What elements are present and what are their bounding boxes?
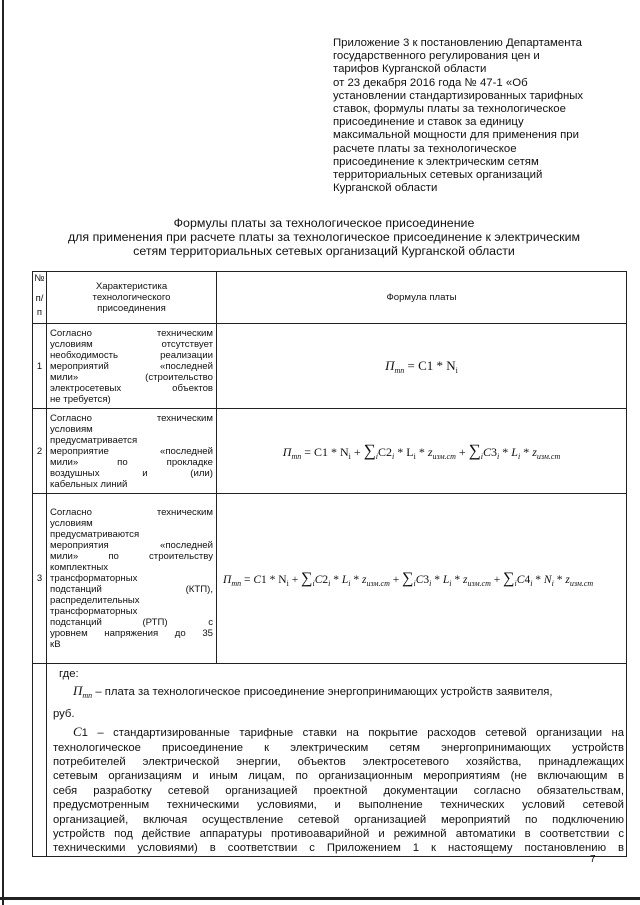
row-number: 1 (33, 324, 47, 409)
row-formula: $П_{тп} = С1 * N_i + \sum_iС2_i * L_i * z_{изм.ст} + \sum_iC3_i * L_i * z_{изм.ст}$ (217, 409, 627, 494)
table-row (33, 494, 627, 664)
title-line-3: сетям территориальных сетевых организаций Курганской области (133, 244, 515, 258)
header-line: от 23 декабря 2016 года № 47-1 «Об (333, 76, 528, 89)
header-formula-cell: Формула платы (217, 272, 627, 324)
table-row (33, 409, 627, 494)
page-number: 7 (590, 854, 596, 865)
header-line: тарифов Курганской области (333, 63, 487, 76)
definitions-cell (47, 664, 627, 857)
row-number: 3 (33, 494, 47, 664)
table-row (33, 324, 627, 409)
definitions-spacer (33, 664, 47, 857)
row-number: 2 (33, 409, 47, 494)
definitions-row (33, 664, 627, 857)
header-line: присоединение к электрическим сетям (333, 155, 539, 168)
def-c1: C1 – стандартизированные тарифные ставки на покрытие расходов сетевой организации на технологическое присоединение к электрическим сетям энергопринимающих устройств потребителей электрической энергии, объектов электросетевого хозяйства, принадлежащих сетевым организациям и иным лицам, по организационным мероприятиям (не включающим в себя разработку сетевой организацией проектной документации согласно обязательствам, предусмотренным техническими условиями, и выполнение технических условий сетевой организацией, включая осуществление сетевой организацией мероприятий по подключению устройств под действие аппаратуры противоаварийной и режимной автоматики в соответствии с техническими условиями) в соответствии с Приложением 1 к настоящему постановлению в (53, 724, 625, 855)
row-characteristic: Согласно техническим условиям предусматриваются мероприятия «последней мили» по строительству комплектных трансформаторных подстанций (КТП), распределительных трансформаторных подстанций (РТП) с уровнем напряжения до 35 кВ (47, 494, 217, 664)
header-line: максимальной мощности для применения при (333, 129, 579, 142)
header-line: расчете платы за технологическое (333, 142, 517, 155)
title-line-1: Формулы платы за технологическое присоединение (173, 216, 475, 230)
header-line: установлении стандартизированных тарифных (333, 89, 584, 102)
header-line: территориальных сетевых организаций (333, 169, 543, 182)
row-formula: $П_{тп} = С1 * N_i$ (217, 324, 627, 409)
def-tp-cont: руб. (53, 707, 75, 720)
header-number-cell: № п/ п (33, 272, 47, 324)
row-formula: $П_{тп} = C1 * N_i + \sum_iC2_i * L_i * z_{изм.ст} + \sum_iC3_i * L_i * z_{изм.ст} + \sum_iC4_i * N_i * z_{изм.ст}$ (217, 494, 627, 664)
where-label: где: (59, 668, 79, 680)
page-bottom-border (0, 897, 640, 900)
header-line: Курганской области (333, 182, 438, 195)
row-characteristic: Согласно техническим условиям отсутствует необходимость реализации мероприятий «последней мили» (строительство электросетевых объектов не требуется) (47, 324, 217, 409)
header-line: Приложение 3 к постановлению Департамента (333, 37, 582, 49)
appendix-header-note (333, 37, 605, 195)
header-line: ставок, формулы платы за технологическое (333, 103, 566, 116)
header-line: присоединение и ставок за единицу (333, 116, 524, 129)
header-line: государственного регулирования цен и (333, 50, 540, 63)
header-characteristic-cell: Характеристика технологического присоединения (47, 272, 217, 324)
page-left-border (2, 0, 4, 905)
document-title (34, 216, 614, 258)
formula-table (32, 271, 627, 857)
def-tp: $П_{тп}$ – плата за технологическое присоединение энергопринимающих устройств заявителя, (73, 683, 553, 701)
row-characteristic: Согласно техническим условиям предусматривается мероприятие «последней мили» по прокладке воздушных и (или) кабельных линий (47, 409, 217, 494)
table-header-row (33, 272, 627, 324)
title-line-2: для применения при расчете платы за технологическое присоединение к электрическим (67, 230, 581, 244)
